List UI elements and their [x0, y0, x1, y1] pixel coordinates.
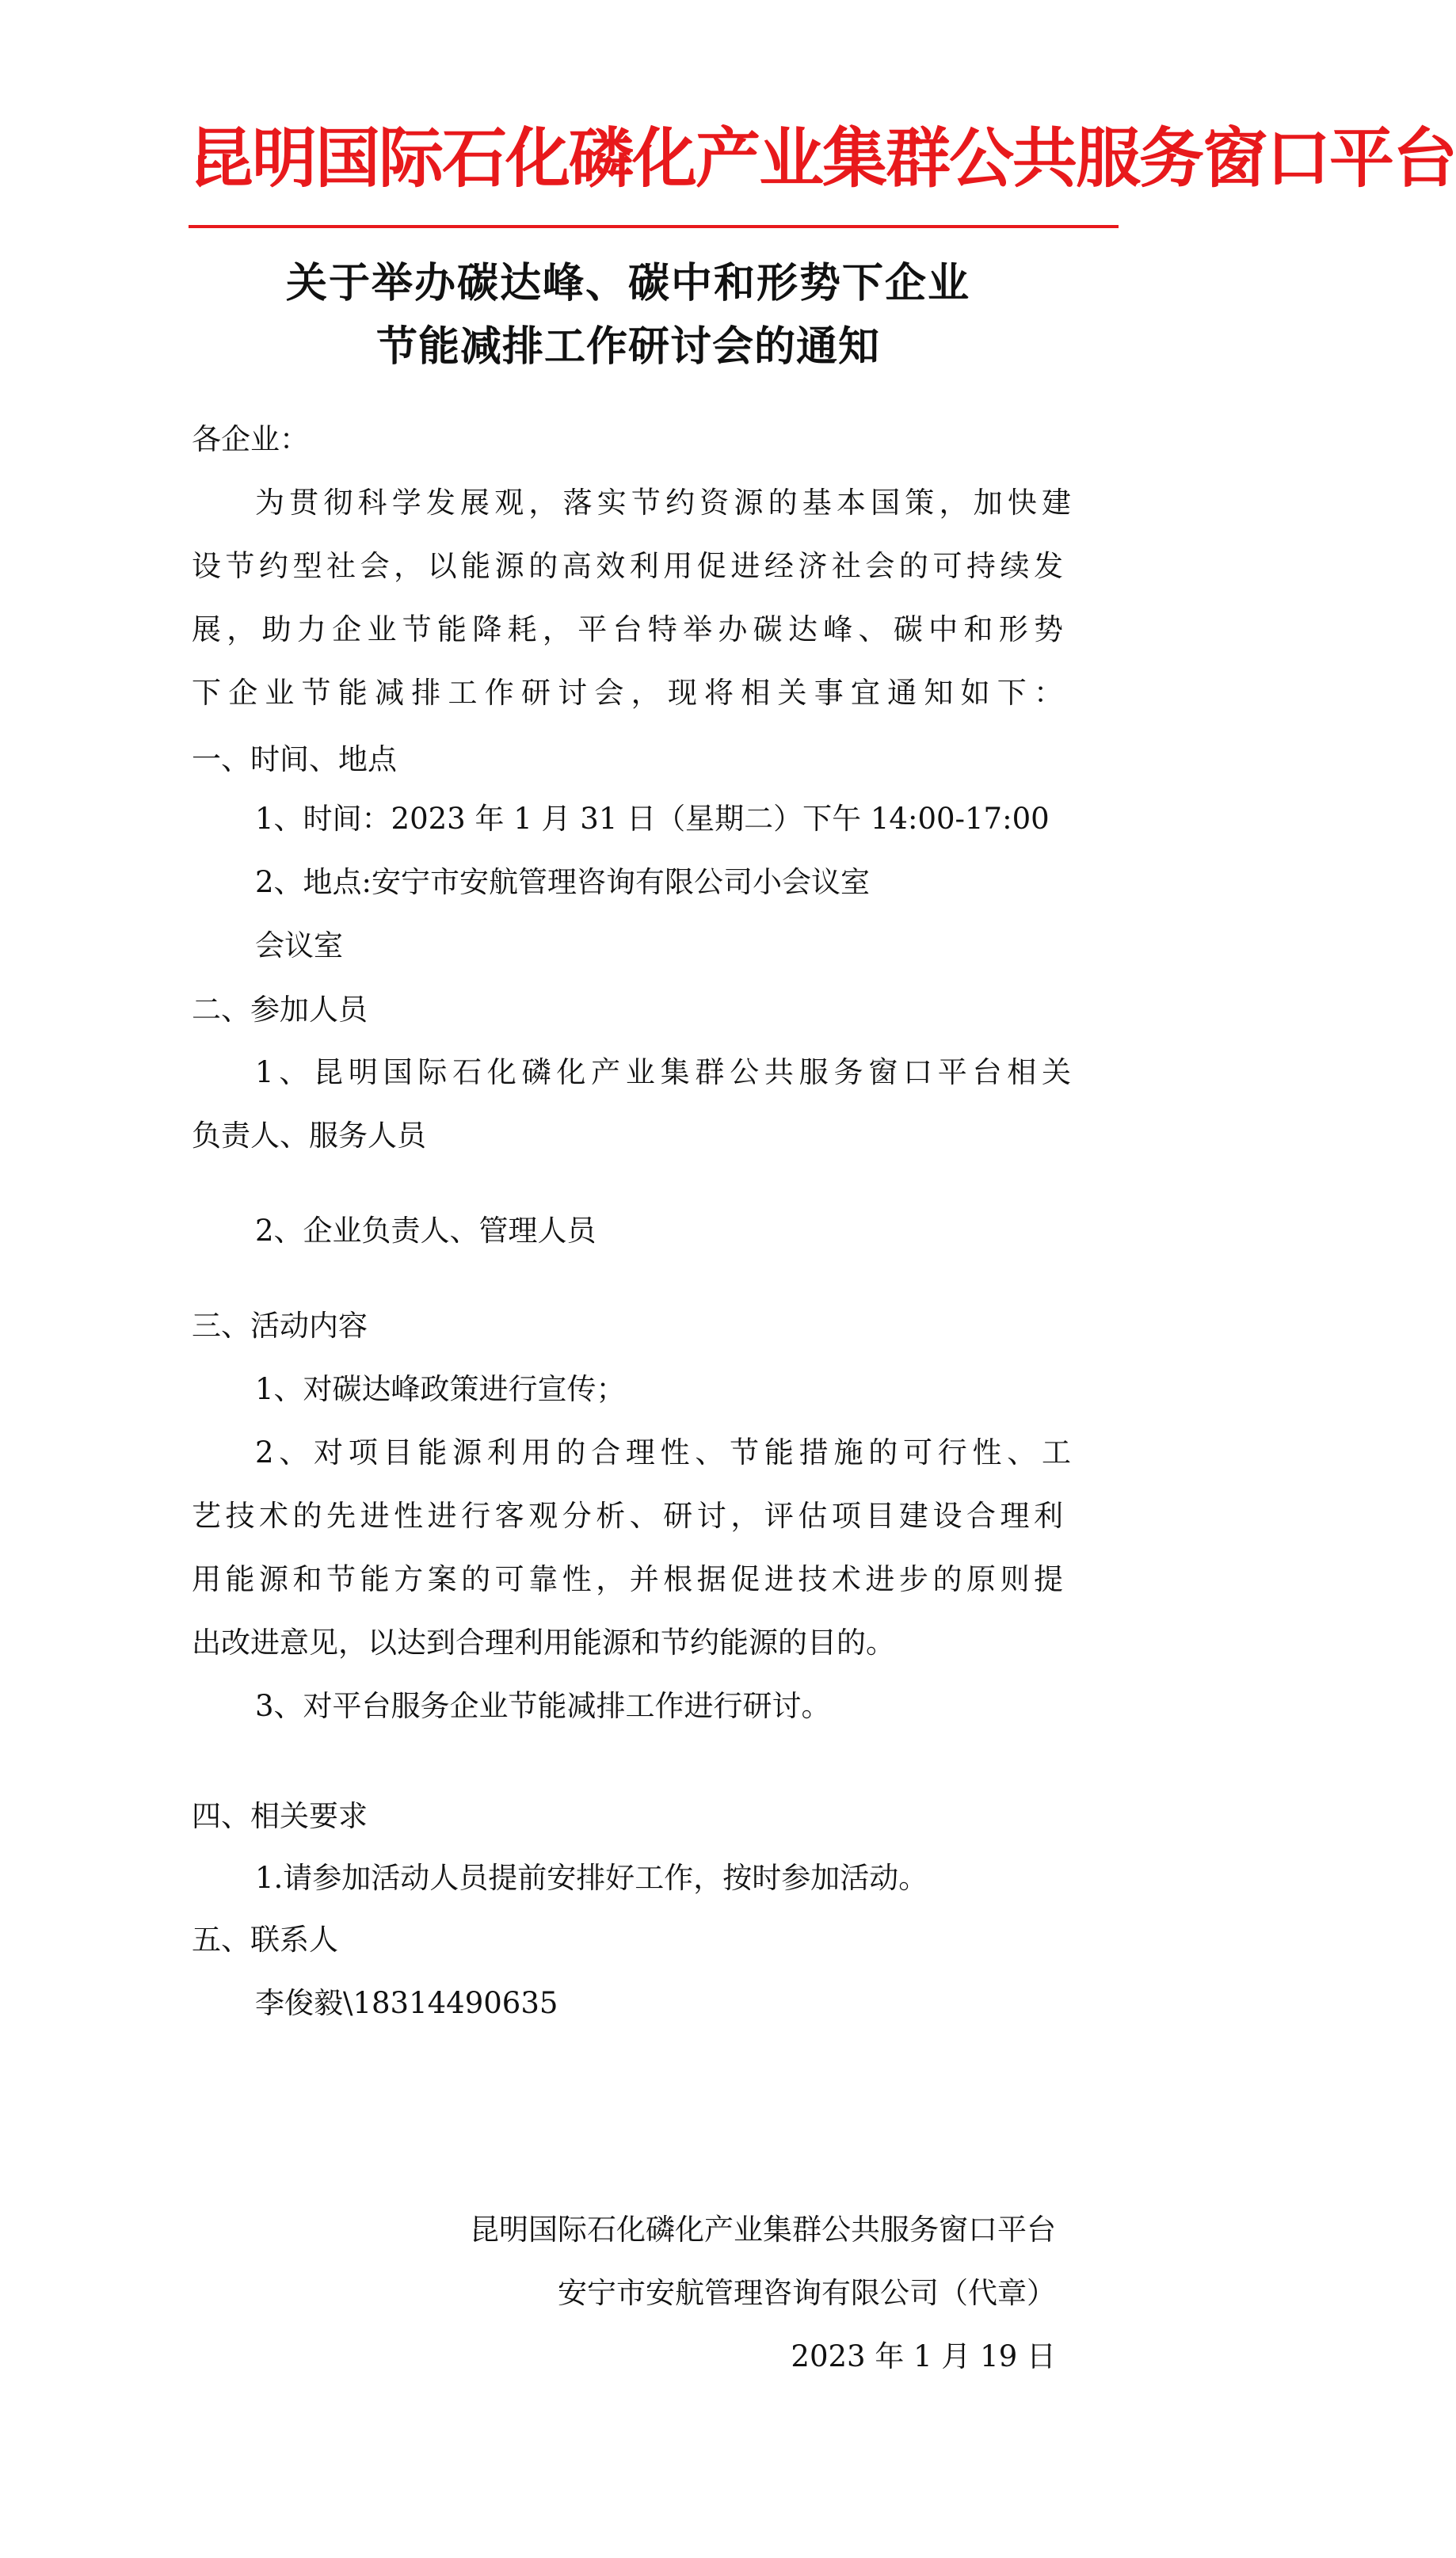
section-heading-activities: 三、活动内容 [192, 1309, 368, 1343]
salutation: 各企业： [192, 422, 309, 456]
intro-line-1: 为贯彻科学发展观，落实节约资源的基本国策，加快建 [255, 486, 1071, 520]
activity-line-6: 3、对平台服务企业节能减排工作进行研讨。 [255, 1689, 831, 1723]
section-heading-participants: 二、参加人员 [192, 993, 368, 1027]
time-line: 1、时间：2023 年 1 月 31 日（星期二）下午 14:00-17:00 [255, 802, 1050, 836]
place-continuation-line: 会议室 [255, 928, 343, 963]
contact-line: 李俊毅\18314490635 [255, 1986, 558, 2020]
participants-line-1: 1、昆明国际石化磷化产业集群公共服务窗口平台相关 [255, 1055, 1071, 1089]
org-header-title: 昆明国际石化磷化产业集群公共服务窗口平台 [189, 120, 1456, 196]
section-heading-time-place: 一、时间、地点 [192, 742, 397, 776]
notice-title-line-2: 节能减排工作研讨会的通知 [375, 323, 880, 371]
activity-line-4: 用能源和节能方案的可靠性，并根据促进技术进步的原则提 [192, 1562, 1063, 1596]
activity-line-3: 艺技术的先进性进行客观分析、研讨，评估项目建设合理利 [192, 1499, 1063, 1533]
requirement-line-1: 1.请参加活动人员提前安排好工作，按时参加活动。 [255, 1861, 928, 1895]
signature-agent: 安宁市安航管理咨询有限公司（代章） [558, 2276, 1056, 2310]
participants-line-2: 负责人、服务人员 [192, 1119, 426, 1153]
section-heading-requirements: 四、相关要求 [192, 1799, 368, 1833]
place-line: 2、地点:安宁市安航管理咨询有限公司小会议室 [255, 865, 871, 899]
activity-line-2: 2、对项目能源利用的合理性、节能措施的可行性、工 [255, 1435, 1071, 1470]
intro-line-2: 设节约型社会，以能源的高效利用促进经济社会的可持续发 [192, 549, 1063, 583]
red-header-rule [189, 225, 1119, 228]
signature-date: 2023 年 1 月 19 日 [791, 2339, 1056, 2373]
activity-line-1: 1、对碳达峰政策进行宣传； [255, 1372, 626, 1406]
signature-org: 昆明国际石化磷化产业集群公共服务窗口平台 [470, 2213, 1056, 2247]
activity-line-5: 出改进意见，以达到合理利用能源和节约能源的目的。 [192, 1626, 895, 1660]
notice-title-line-1: 关于举办碳达峰、碳中和形势下企业 [285, 260, 970, 307]
intro-line-3: 展，助力企业节能降耗，平台特举办碳达峰、碳中和形势 [192, 612, 1063, 646]
participants-line-3: 2、企业负责人、管理人员 [255, 1214, 597, 1248]
intro-line-4: 下企业节能减排工作研讨会，现将相关事宜通知如下： [192, 676, 1063, 710]
section-heading-contact: 五、联系人 [192, 1923, 338, 1957]
